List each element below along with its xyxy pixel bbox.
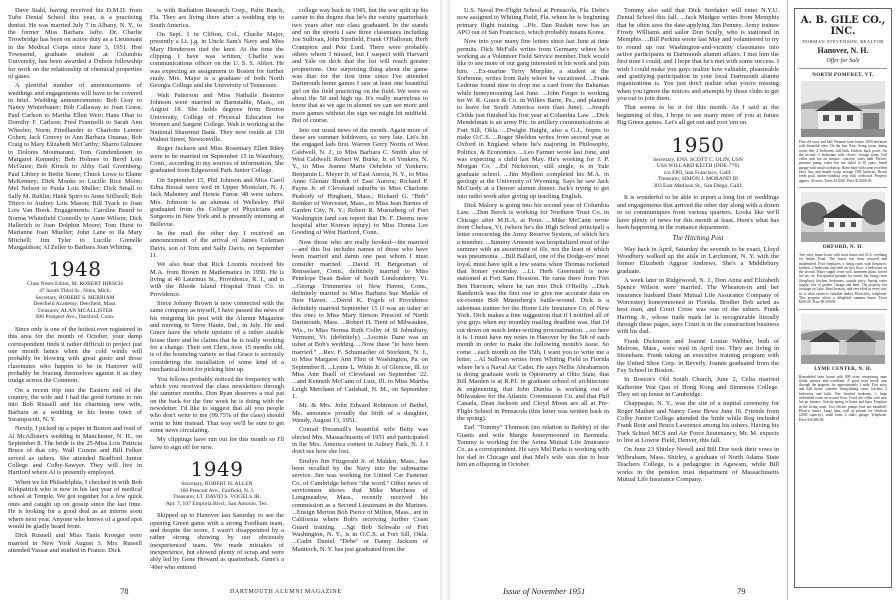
class-notes-continued [8, 7, 142, 251]
listing-title: NORTH POMFRET, VT. [812, 73, 874, 78]
page-number: 78 [120, 586, 129, 596]
body-paragraph: On September 15, Phil Johnson and Miss Carol Edna Bessal were wed in Upper Montclair, N. J. Jack Mahoney and Howie Farrar '48 were ushers. Mrs. Johnson is an alumna of Wellesley. Phil graduated from the College of Physicians and Surgeons in New York and is presently interning at Bellevue. [150, 176, 284, 228]
body-paragraph: In the mail the other day I received an announcement of the arrival of James Coleman Davis, son of Tom and Sally Davis, on September 11. [150, 229, 284, 259]
class-1948-notes [8, 326, 142, 554]
left-page-column-3 [292, 7, 428, 555]
class-1949-closing [617, 7, 779, 127]
body-paragraph: A plentiful number of announcements of weddings and engagements will have to be covered in brief. Wedding announcements: Bob Gray to Nancy Winterbauer; Bob Callaway to Joan Grass; Paul Carlson to Martha Ellen Weir; Hans Ohar to Dorothy F. Carlson; Fred Frantzelli to Sarah Ann Wheeler; Norm Friedlander to Charlotte Lenore Cohen; Jack Convey to Ann Barbara Onanas; Bob Craig to Mary Elizabeth McCarthy; Sharru Gilmore to Dolores Moumarani; Tom Gundenhouen to Margaret Kennedy; Bob Holmes to Beryl Lois McGuire; Bob Kirsch to Abby Gail Greenberg; Paul Libbey to Bettie Stone; Chuck Lowe to Elaine McKenney; Dick Monks to Lucille Rice Moon; Mel Nelson to Paula Lois Muller; Dick Small to Sally M. Ruhlin; Hank Spiro to Anne Stillwell; Bob Trieco to Audrey Lois Mason; Bill Tyack to Joan Lois Van Hook. Engagements: Caroline Beard to Norma Whitefield Connolly to Anne Wilson; Dick Hallerich to Joan Dolphin Moore; Tom Hurst to Marianne Joan Mueller; John Lane to Ila Mary Mitchell; Jim Tyler to Lucille Grenelle Mangaldson; Al Zeller to Barbara Joan Whiting. [8, 82, 142, 251]
class-1950-intro [617, 194, 779, 231]
class-1948-notes-continued [150, 7, 284, 451]
farmhouse-photo [801, 81, 885, 137]
class-year-heading: 1950 [671, 132, 725, 157]
class-officer-line: 47 South Third St., Niles, Mich. [39, 287, 111, 294]
class-officer-line: Class Notes Editor, M. ROBERT HIRSCH [27, 281, 123, 288]
class-officer-line: Secretary, ROBERT S. MERRIAM [35, 294, 115, 301]
body-paragraph: Roger Jackson and Miss Rosemary Ellen Riley were to be married on September 15 in Waterbury, Conn., according to my sources of information. She graduated from Edgewood Park Junior College. [150, 145, 284, 175]
body-paragraph: Now those who are really hooked—the married—and this list includes names of those who have been married and damn one past whom I must consider married. ...David H. Bergesman of Rensselaer, Conn., definitely married to Miss Penelope Dean Baker of South Londonderry, Vt. ...George Trimmeries of New Haven, Conn., definitely married to Miss Barbara Sue Markle of New Haven. ...David K. Fogels of Providence definitely married September 15 (I was an usher at this one) to Miss Mary Stetson Prescott of North Dartmouth, Mass. ...Robert H. Trent of Milwaukee, Wis., to Miss Norma Ruth Colby of St Johnsbury, Vermont, Vt. (definitely) ...Loomis Dane was an usher at Bob's wedding. ...Now these "to have been married." ...Rev. F. Schumacher of Stockton, N. J., to Miss Margaret Ann Flint of Washington, Pa. on September 8. ...Lynne L. White Jr. of Glencoe, Ill. to Miss Ann Buell of Cleveland on September 22. ...and Kenneth McCann of Lutz, Ill. to Miss Martha Leigh Merchant of Carlsbad, N. M., on September 1. [292, 238, 428, 400]
class-officer-line: c/o FPO, San Francisco, Calif. [663, 169, 733, 176]
body-paragraph: Conrad Pressnaill's beautiful wife Betty was elected Mrs. Massachusetts of 1951 and participated in the Mrs. America contest in Asbury Park, N. J. I don't see how she lost. [292, 426, 428, 456]
ad-listing [799, 310, 887, 422]
ad-town: Hanover, N. H. [817, 46, 869, 55]
class-1949-section [150, 456, 284, 571]
lake-house-photo [801, 192, 885, 242]
body-paragraph: Chappaque, N. Y., was the site of a nuptial ceremony for Roger Mathen and Nancy Gene Hewe June 16. Friends from Colby Junior College attended the bride while Reg included Frank Reur and Bruce Lawrence among his ushers. Having his Tuck School MCS and Air Force lieutenancy, Mr. M. expects to live at Lowrie Field, Denver, this fall. [617, 400, 779, 445]
class-1949-notes-end [457, 7, 609, 468]
ad-company-name: A. B. GILE CO., INC. [800, 15, 886, 37]
body-paragraph: My clippings have run out for this month so I'll have to sign off for now. [150, 436, 284, 451]
listing-description: Remodeled farm house with 800 acres comprising open fields, pasture and woodland. A good trout brook runs through the property for approximately 1 mile. Five story and half house contains living/dining room, kitchen, 2 bedrooms and bath. One finished bedroom, 1 large unfinished room on second floor. Good dirt cellar with new hot air furnace. Gravity spring to house and barn. Fireplace in the living room. Two electric pumps (one not installed). Electric heater. Large barn, well at present for chickens (2000 capacity), small barn, 2 stalls, garage. Telephone. Price $16,000.00. [799, 374, 887, 422]
class-1950-weddings [617, 246, 779, 484]
right-page-column-2 [617, 7, 779, 485]
class-officer-line: Treasurer, SIMON J. MORAND III [657, 176, 739, 183]
body-paragraph: Mr. & Mrs. John Edward Robinson of Bethel, Me. announce proudly the birth of a daughter, Wendy, August 13, 1951. [292, 402, 428, 424]
body-paragraph: Way back in April, Saturday the seventh to be exact, Lloyd Woodbury walked up the aisle in Larchmont, N. Y. with the former Elizabeth Aggrae Andrews. She's a Middlebury graduate. [617, 245, 779, 275]
body-paragraph: In Boston's Old South Church, June 2, Celia married Katherine Wai Quu of Hong Kong and Simmons College. They set up house in Cambridge. [617, 376, 779, 399]
body-paragraph: Earl "Tommy" Thomson (no relation to Bobby) of the Giants and wife Margie honeymooned in Bermuda. Tommy is working for the Aetna Mutual Life Insurance Co. as a correspondent. He says Mel Parks is working with his dad in Chicago and that Mel's wife was due to bear him an offspring in October. [457, 424, 609, 468]
ad-listing [799, 69, 887, 183]
ad-realtor-name: NORMAN STEVENSON, REALTOR [802, 39, 884, 44]
body-paragraph: Since Johnny Brown is now connected with the same company as myself, I have passed the news of his resigning his post with the Alumni Magazine and moving to Terre Haute, Ind., in July. He and Grace have the whole upstairs of a rather sizable house there and he claims that he is really working for a change. Their son Chris, now 15 months old, is of the bouncing variety so that Grace is seriously considering the installation of some kind of a mechanical hoist for picking him up. [150, 300, 284, 374]
listing-title: ORFORD, N. H. [822, 244, 864, 250]
ad-offer-line: Offer for Sale [799, 58, 887, 69]
page-number: 79 [737, 586, 746, 596]
class-1949-notes-continued [292, 7, 428, 553]
class-officer-line: 303 East Madison St., San Diego, Calif. [653, 182, 743, 189]
body-paragraph: Frank Dickinson and Joanne Louise Webber, both of Melrose, Mass., were wed in April too. They are living in Stoneham. Frank taking an executive training program with the United Shoe Corp. in Beverly. Joanne graduated from the Fay School in Boston. [617, 337, 779, 375]
body-paragraph: Since only is one of the hottest ever registered in this area for the month of October, your damp correspondent finds it rather difficult to project just one month hence when the cold winds will probably be blowing with great gusto and those classmates who happen to be in Hanover will probably be bracing themselves against it as they trudge across the Common. [8, 325, 142, 385]
body-paragraph: It is wonderful to be able to report a long list of weddings and engagements that arrived the other day along with a dozen or so communiques from various quarters. Looks like we'll have plenty of news for this month at least. Here's what has been happening in the romance department. [617, 194, 779, 231]
body-paragraph: Skipped up to Hanover last Saturday to see the opening Green game with a strong Fordham team, and despite the score, I wasn't disappointed by a rather strong showing by our obviously inexperienced team. We made mistakes of inexperience, but showed plenty of scrap and were ably led by Gene Howard as quarterback. Gene's a '49er who entered [150, 512, 284, 571]
body-paragraph: On June 23 Shirley Nevell and Bill Doe took their vows in Wilbraham, Mass. Shirley, a graduate of North Adams State Teachers College, is a pedagogue in Agawam, while Bill works in the pension trust department of Massachusetts Mutual Life Insurance Company. [617, 446, 779, 483]
farm-photo [801, 314, 885, 364]
class-officer-line: Treasurer, LT. DAVID S. VOGELS JR. [173, 494, 261, 501]
listing-title: LYME CENTER, N. H. [814, 366, 872, 372]
body-paragraph: college way back in 1945, but the war split up his career to the degree that he's the varsity quarterback two years after our class graduated. In the stands and on the streets I saw three classmates including Joe Sullivan, John Strofield, Frank O'Halloran, Herb Crampton and Pete Lord. There were probably others whom I missed, but I suspect with Harvard and Yale on deck that the list will reach greater proportions. One surprising thing about the game was that for the first time since I've attended Dartmouth home games I saw at least one beautiful girl on the field practicing on the field. We were so about the 50 and high up. It's really marvelous to know that as we age in alumni we can see more and more games without the sign we might hit midfield. But of course. [292, 7, 428, 125]
class-officer-line: Deerfield Academy, Deerfield, Mass. [33, 301, 117, 308]
page-gutter [440, 0, 450, 600]
left-page-column-2 [150, 7, 284, 573]
listing-description: Two story frame house with front house and 32 ft. overhang on Indian Pond. The house has been restored and modernized. Four fireplaces, a living room with fireplaces, kitchen, 2 bedrooms and bath on first floor. 3 bedrooms on the second. Water supply from well, basement plant, forced hot air, oil. Exceptional grounds for rental, has living room (fireplace), kitchen, bedrooms, outside privy. Spring water supply; lots of garden. Garage and barn. The property has frontage on Lake. Ideal location, and very ideal in every way so to what extent is valuable timber. Electricity, telephone. This property offers a delightful summer home. Taxes $265.00. Price $9,500.00. [799, 252, 887, 305]
body-paragraph: When we hit Philadelphia, I checked in with Bob Kirkpatrick who is now in his last year of medical school at Temple. We got together for a few quick ones and caught up on gossip since the last time. He is looking for a good deal as an interne soon where next year. Anyone who knows of a good spot would be gladly heard from. [8, 478, 142, 530]
section-subhead: The Hitching Post [672, 234, 724, 243]
ad-listing [799, 188, 887, 305]
body-paragraph: We also hear that Rick Loomis received his M.A. from Brown in Mathematics in 1950. He is living at 46 Laurinus St., Providence, R. I., and is with the Rhode Island Hospital Trust Co. in Providence. [150, 261, 284, 298]
body-paragraph: On Sept. 1 in Clifton, Col., Charlie Major, presently a Lt. j.g. in Uncle Sam's Navy and Miss Mary Henderson tied the knot. At the time the clipping I have was written, Charlie was communications officer on the U. S. S. Abbot. He was expecting an assignment to Boston for further study. Mrs. Major is a graduate of both North Georgia College and the University of Tennessee. [150, 31, 284, 90]
body-paragraph: On a recent trip into the Eastern end of the country, the wife and I had the good fortune to run into Bob Russell and his charming new wife, Barbara at a wedding in his home town of Swampscott, N. Y. [8, 386, 142, 424]
class-officer-line: Treasurer, ALAN MCALLISTER [37, 307, 113, 314]
class-officer-line: Apt. 7, 107 Emporia Blvd., San Antonio, Tex. [165, 500, 269, 507]
body-paragraph: Dick Malory is going into his second year of Columbia Law. ...Don Berck is working for Northern Trust Co. in Chicago after M.B.A. at Penn. ...Mike McCann wrote from Chelsea, Vt. (where he's the High School principal) a letter concerning the Army Reserve System, of which he's a member. ...Summy Arneson was hospitalized most of the summer with an assortment of ills, not the least of which was pneumonia. ...Bill Ballard, one of the Dodge-ers' most loyal, must have split a few seams when Thomas rocketed that homer yesterday. ...Lt. Herb Greenstaff is now stationed at Fort Sam Houston. He came there from Fort Ben Harrison, where he ran into Dick O'Reilly. ...Dick Banderick was the first one to give me accurate data on ex-roomie Bob Muenzberg's battle-wound. Dick is a salesman trainee for the Home Life Insurance Co. of New York. Dick makes a fine suggestion that if I notified all of you guys when my monthly mailing deadline was, that I'd cut down on much letter-writing procrastination. ...so here it is. I must have my notes in Hanover by the 5th of each month in order to make the following month's issue. So come ...each month on the 15th, I want you to write me a letter. ...Al Sullivan writes from Whiting Field in Florida where he's a Naval Air Cadet. He says Nellie Abrahamson is doing graduate work in Optometry at Ohio State, that Bill Marden is at R.P.I. in graduate school of architecture & engineering, that John Dunlea is working out of Milwaukee for the Atlantic Commission Co. and that Phil Canada, Dean Jackson and Cloyd Moon are all at Pre-Flight School in Pensacola (this letter was written back in the spring). [457, 201, 609, 422]
body-paragraph: That seems to be it for this month. As I said at the beginning of this, I hope to see many more of you at future Big Green games. Let's all get out and root 'em on. [617, 104, 779, 127]
running-head: DARTMOUTH ALUMNI MAGAZINE [230, 589, 342, 595]
body-paragraph: Walt Patterson and Miss Nathalie Beatrice Johnson were married in Barnstable, Mass., on August 18. She holds degrees from Boston University, College of Physical Education for Women and Sargent College. Walt is working at the National Shawmut Bank. They now reside at 130 Walnut Street, Newtonville. [150, 91, 284, 143]
body-paragraph: Nextly, I picked up a paper in Boston and read of Al McAllister's wedding in Manchester, N. H., on September 8. The bride is the 25-Miss Lois Patricia Bruce of that city. Wall Cozens and Bill Felker served as ushers. She attended Bradford Junior College and Colby-Sawyer. They will live in Hartford where Al is presently employed. [8, 425, 142, 477]
body-paragraph: is with Radiation Research Corp., Palm Beach, Fla. They are living there after a wedding trip to South America. [150, 7, 284, 29]
body-paragraph: U.S. Naval Pre-Flight School at Pensacola, Fla. Debe's now assigned to Whiting Field, Fla. where he is beginning primary flight training. ...Pfc. Dan Ruskin now has an APO out of San Francisco, which probably means Korea. [457, 7, 609, 37]
class-officer-line: 166 Prescott Ave., Fairfield, N. J. [179, 487, 255, 494]
class-year-heading: 1948 [48, 257, 102, 282]
class-1950-section [617, 132, 779, 484]
body-paragraph: Now into your many fine letters since last June at time permits. Dick McFalls writes from Germany where he's working as a Volunteer Field Service member. Dick would like to see more of our gang interested in his work and join him. ...Ex-marine Terry Murphie, a student at the Sorbonne, writes from Italy where he vacationed. ...Frank Lederne found time to drop me a card from the Bahamas while honeymooning last June. ...John Ferger is working for W. R. Grace & Co. in Wilkes Barre, Pa., and planned to leave for South America soon (last June). ...Joseph Childs just finished his first year at Columbia Law. ...Dick Mendelman is an army Pfc. in artillery communications at Fort Sill, Okla. ...Dwight Haight, also a G.I., hopes to make O.C.S. ...Roger Sheldon writes from second year at Oxford in England where he's majoring in Philosophy, Politics, & Economics. ...Leo Farmer wrote last June, and was expecting a child last May. He's working for J. P. Morgan Co. ...Ed Nickerson, still single, is in Yale graduate school. ...Jim Mydlem completed his M.A. in geology at the University of Wyoming. Says he saw Jack McCurdy at a Denver alumni dinner. Jack's trying to get into radio work after giving up teaching English. [457, 38, 609, 200]
body-paragraph: A week later in Ridgewood, N. J., Don Anna and Elizabeth Spence Wilson were married. The Wheaton-in and her insurance husband Dane Mutual Life Assurance Company of Worcester) honeymooned in Florida. Brother Bob acted as best man, and Court Cross was one of the ushers. Frank Harring Jr., whose trade mark he is recognizable literally through these pages, says Court is in the construction business with his dad. [617, 276, 779, 336]
class-officer-line: Secretary, ROBERT H. ALLEN [181, 480, 253, 487]
class-officer-line: USS WILLARD KEITH (DDE-776) [656, 163, 740, 170]
class-1948-section [8, 259, 142, 554]
real-estate-advertisement [787, 0, 896, 600]
issue-label: Issue of November 1951 [503, 586, 586, 596]
body-paragraph: Emilyo Jim Fitzgerald Jr. of Malden, Mass., has been recalled by the Navy into the submarine service. Jim was working for United Car Fastener Co. of Cambridge before "the word." Other news of servicemen shows that Mike Marchese of Longmeadow, Mass., recently received his commission as a Second Lieutenant in the Marines. ...Ensign Merton Bob Pierce of Milton, Mass., are in California where Bob's receiving further Coast Guard training. ...Sgt Bob Schwaln of Fort Washington, N. Y., is in O.C.S. at Fort Sill, Okla. ...Cadet Daniel "Debe" or Danny Jackson of Manitock, N. Y. has just graduated from the [292, 457, 428, 553]
body-paragraph: You fellows probably noticed the frequency with which you received the class newsletters through the summer months. Don Ryan deserves a real pat on the back for the fine work he is doing with the newsletter. I'd like to suggest that all you people who don't write to me (99.75% of the class) should write to him instead. That way we'll be sure to get some news circulating. [150, 375, 284, 434]
class-officer-line: Secretary, ENS. SCOTT C. OLIN, USN [653, 156, 743, 163]
right-page-column-1 [457, 7, 609, 470]
body-paragraph: Dave Stahl, having received his D.M.D. from Tufts Dental School this year, is a practicing dentist. He was married July 7 in Albany, N. Y., to the former Miss Barbara Jaffe. Dr. Charlie Trowbridge has been on active duty as a Lieutenant in the Medical Corps since June 3, 1951. Hoe Townsend, graduate student at Columbia University, has been awarded a Dubois fellowship for work on the relationship of chemical properties of gases. [8, 7, 142, 81]
body-paragraph: Tommy also said that Dick Sordaker will enter N.Y.U. Dental School this fall. ...Jack Mudgee writes from Memphis that he often sees the date-applying Jim Penney. Army trainee Frosty Williams and sailor Don Scully, who is stationed in Memphis. ...Bill Perkins wrote last May and volunteered to try to round up our Washington-and-vicinity classmates into active participants in Dartmouth alumni affairs. I met him the first time I could, and I hope that he's met with some success. I wish I could make you guys realize how valuable, pleasurable and gratifying participation in your local Dartmouth alumni organizations is. You just don't realize what you're missing when you ignore the notices and attempts by those clubs to get you out to join them. [617, 7, 779, 103]
class-officer-line: 696 Prospect Ave., Hartford, Conn. [35, 314, 115, 321]
body-paragraph: Into our usual news of the month. Again more of these are summer holdovers, so very late. Let's hit the engaged lads first. Warren Gerry Norris of West Caldwell, N. J., to Miss Barbara C. Smith also of West Caldwell; Robert W. Burke, Jr. of Yonkers, N. Y., to Miss Jeanne Marie Oehrlein of Yonkers; Benjamin L. Meyer Jr. of East Aurora, N. Y., to Miss Anne Glenair Brandt of East Aurora; Richard P. Payne Jr. of Cleveland suburbs to Miss Charlotte Peabody of Hingham, Mass.; Richard G. "Bob" Reinker of Worcester, Mass., to Miss Jean Barnes of Garden City, N. Y.; Robert R. Muenzberg of Fort Washington (and can report that Dr. F. Deems now hospital after Korean injury) to Miss Donna Lee Gooding of West Hartford, Conn. [292, 126, 428, 237]
left-page-column-1 [8, 7, 142, 556]
class-1949-notes [150, 512, 284, 571]
body-paragraph: Dick Rusnell and Miss Tanis Kroeger were married in New York August 3. Mrs. Russell attended Vassar and studied in France. Dick [8, 532, 142, 554]
right-page [453, 0, 896, 600]
listing-description: Fine old story and half Vermont farm house, 1800 elevation with beautiful view. On the first floor: living room, dining room, den, 2 bedrooms, full bath, kitchen, back porch. On the second, 2 bedrooms with closets, storage room. Full cellar with hot air furnace, concrete, water tank. Electric pressure pump; water has not failed in 30 years. Small garage with small workshop. Horse barn with some excellent early hay, and maple syrup storage (300 buckets). Brook feeds pool, timber-standing crop with cordwood. Property approx. 40 acres. Taxes $110.00. Price $10,000.00. [799, 140, 887, 183]
left-page [0, 0, 437, 600]
ad-frame [794, 8, 892, 588]
class-year-heading: 1949 [190, 456, 244, 481]
